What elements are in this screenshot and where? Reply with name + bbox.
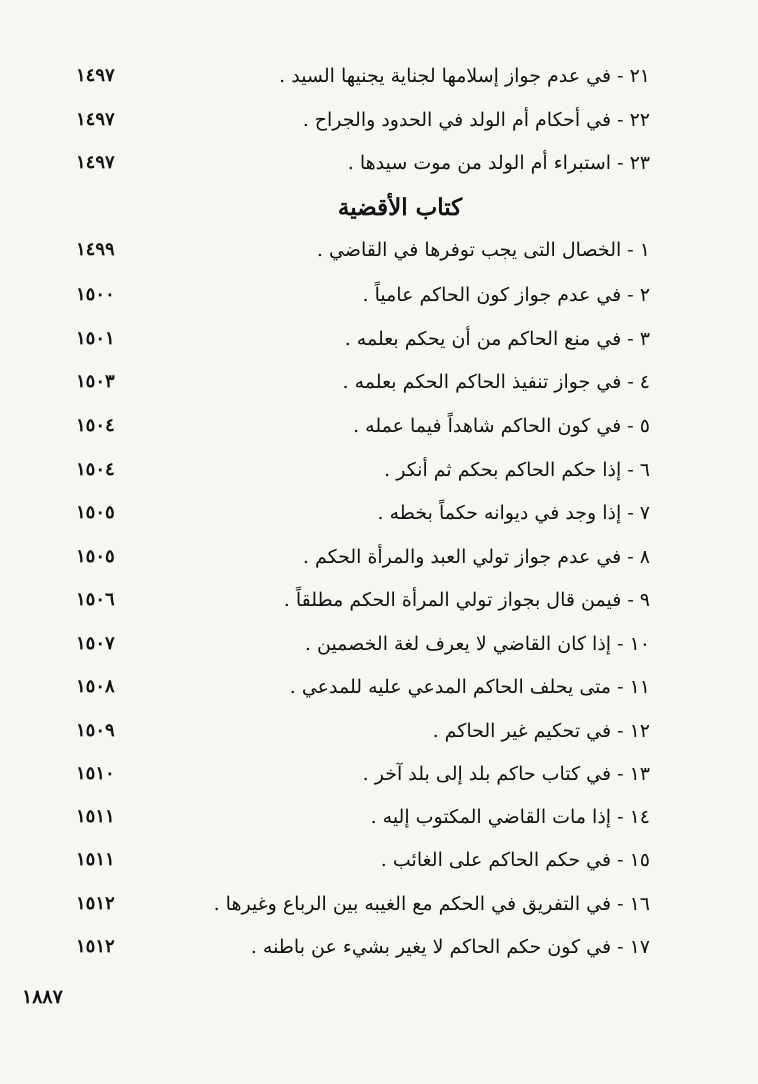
entry-page-number: ١٤٩٧: [76, 152, 115, 173]
entry-page-number: ١٥٠٩: [76, 720, 115, 741]
index-entry: [70, 711, 650, 751]
entry-page-number: ١٥١١: [76, 806, 115, 827]
entry-title: ٧ - إذا وجد في ديوانه حكماً بخطه .: [377, 502, 650, 524]
entry-page-number: ١٥٠٨: [76, 676, 115, 697]
index-entry: [70, 275, 650, 315]
entry-page-number: ١٥٠١: [76, 328, 115, 349]
index-entry: [70, 927, 650, 967]
index-entry: [70, 143, 650, 183]
footer-page-number: ١٨٨٧: [22, 986, 63, 1008]
entry-page-number: ١٥١٠: [76, 763, 115, 784]
entry-title: ١١ - متى يحلف الحاكم المدعي عليه للمدعي .: [289, 676, 650, 698]
entry-page-number: ١٥٠٤: [76, 415, 115, 436]
entry-page-number: ١٥٠٥: [76, 546, 115, 567]
entry-page-number: ١٤٩٩: [76, 239, 115, 260]
index-entry: [70, 493, 650, 533]
index-entry: [70, 100, 650, 140]
index-entry: [70, 667, 650, 707]
entry-title: ١٠ - إذا كان القاضي لا يعرف لغة الخصمين .: [304, 633, 650, 655]
entry-title: ٤ - في جواز تنفيذ الحاكم الحكم بعلمه .: [342, 371, 650, 393]
entry-title: ١٢ - في تحكيم غير الحاكم .: [432, 720, 650, 742]
entry-page-number: ١٥٠٧: [76, 633, 115, 654]
entry-page-number: ١٥٠٣: [76, 371, 115, 392]
index-entry: [70, 362, 650, 402]
index-entry: [70, 450, 650, 490]
entry-title: ١٧ - في كون حكم الحاكم لا يغير بشيء عن باطنه .: [250, 936, 650, 958]
index-entry: [70, 56, 650, 96]
index-entry: [70, 797, 650, 837]
entry-title: ٨ - في عدم جواز تولي العبد والمرأة الحكم .: [302, 546, 650, 568]
index-entry: [70, 319, 650, 359]
entry-page-number: ١٥٠٦: [76, 589, 115, 610]
index-entry: [70, 230, 650, 270]
entry-page-number: ١٤٩٧: [76, 65, 115, 86]
entry-title: ١٥ - في حكم الحاكم على الغائب .: [380, 849, 650, 871]
entry-title: ٥ - في كون الحاكم شاهداً فيما عمله .: [353, 415, 650, 437]
entry-title: ١٦ - في التفريق في الحكم مع الغيبه بين الرباع وغيرها .: [213, 893, 650, 915]
entry-page-number: ١٤٩٧: [76, 109, 115, 130]
entry-title: ٢٣ - استبراء أم الولد من موت سيدها .: [347, 152, 650, 174]
entry-page-number: ١٥٠٥: [76, 502, 115, 523]
entry-title: ١ - الخصال التى يجب توفرها في القاضي .: [316, 239, 650, 261]
entry-title: ٣ - في منع الحاكم من أن يحكم بعلمه .: [344, 328, 650, 350]
entry-title: ١٣ - في كتاب حاكم بلد إلى بلد آخر .: [362, 763, 650, 785]
index-entry: [70, 884, 650, 924]
entry-title: ٦ - إذا حكم الحاكم بحكم ثم أنكر .: [384, 459, 650, 481]
entry-page-number: ١٥١١: [76, 849, 115, 870]
entry-title: ٢ - في عدم جواز كون الحاكم عامياً .: [362, 284, 650, 306]
entry-title: ٢١ - في عدم جواز إسلامها لجناية يجنيها السيد .: [279, 65, 650, 87]
index-entry: [70, 754, 650, 794]
index-entry: [70, 580, 650, 620]
entry-title: ٩ - فيمن قال بجواز تولي المرأة الحكم مطلقاً .: [283, 589, 650, 611]
entry-page-number: ١٥٠٠: [76, 284, 115, 305]
entry-page-number: ١٥١٢: [76, 936, 115, 957]
entry-page-number: ١٥١٢: [76, 893, 115, 914]
index-entry: [70, 537, 650, 577]
entry-page-number: ١٥٠٤: [76, 459, 115, 480]
entry-title: ١٤ - إذا مات القاضي المكتوب إليه .: [370, 806, 650, 828]
entry-title: ٢٢ - في أحكام أم الولد في الحدود والجراح .: [302, 109, 650, 131]
section-heading: كتاب الأقضية: [337, 194, 463, 221]
index-entry: [70, 406, 650, 446]
index-entry: [70, 840, 650, 880]
index-entry: [70, 624, 650, 664]
